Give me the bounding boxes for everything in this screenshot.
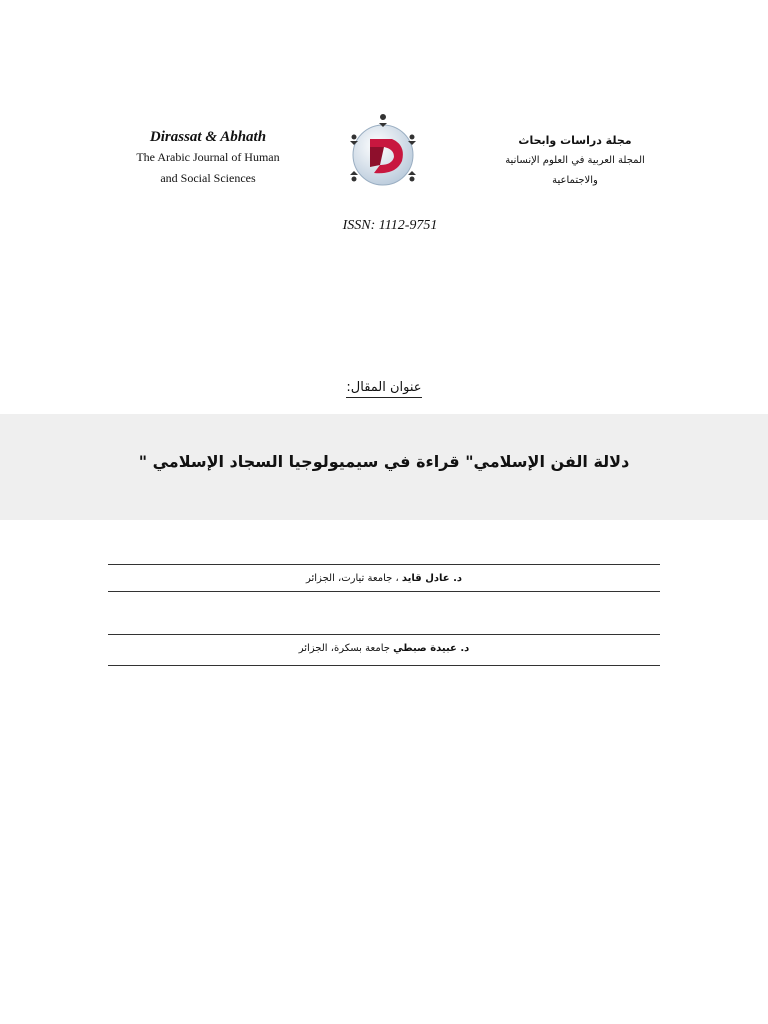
article-title: دلالة الفن الإسلامي" قراءة في سيميولوجيا السجاد الإسلامي " — [138, 452, 630, 471]
author-1-affiliation: ، جامعة تيارت، الجزائر — [305, 573, 402, 584]
issn-number: ISSN: 1112-9751 — [342, 218, 438, 233]
journal-name-english — [108, 127, 308, 189]
author-2-affiliation: جامعة بسكرة، الجزائر — [298, 643, 394, 654]
divider-line — [108, 665, 660, 666]
journal-subtitle-ar-line1: المجلة العربية في العلوم الإنسانية — [505, 155, 645, 166]
journal-title-en: Dirassat & Abhath — [149, 129, 267, 145]
journal-subtitle-en-line1: The Arabic Journal of Human — [136, 150, 280, 164]
divider-line — [108, 634, 660, 635]
journal-subtitle-ar-line2: والاجتماعية — [552, 175, 598, 186]
journal-title-ar: مجلة دراسات وابحاث — [518, 134, 632, 147]
author-2-name: د. عبيدة صبطي — [393, 643, 470, 654]
journal-subtitle-en-line2: and Social Sciences — [160, 171, 256, 185]
journal-logo — [340, 107, 426, 195]
divider-line — [108, 591, 660, 592]
author-row-1 — [108, 573, 660, 584]
article-title-band — [0, 414, 768, 520]
author-row-2 — [108, 643, 660, 654]
journal-name-arabic — [480, 131, 670, 191]
article-title-label — [0, 380, 768, 395]
author-1-name: د. عادل قايد — [401, 573, 463, 584]
article-title-label-text: عنوان المقال: — [346, 380, 421, 398]
journal-logo-icon — [340, 107, 426, 195]
divider-line — [108, 564, 660, 565]
